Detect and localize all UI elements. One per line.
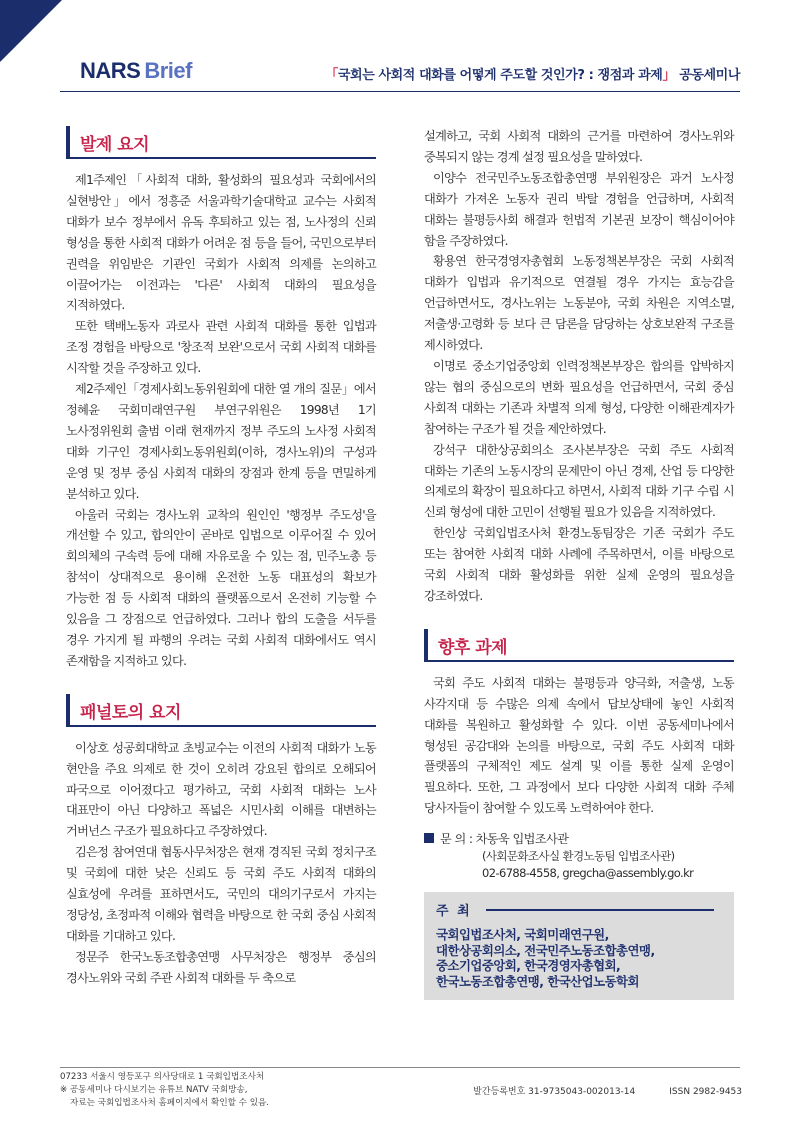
paragraph: 또한 택배노동자 과로사 관련 사회적 대화를 통한 입법과 조정 경험을 바탕으로 '창조적 보완'으로서 국회 사회적 대화를 시작할 것을 주장하고 있다.	[66, 319, 376, 376]
title-close-bracket: 」	[662, 68, 676, 83]
heading-rule	[424, 660, 734, 662]
page-header	[60, 58, 740, 90]
header-divider	[60, 91, 740, 92]
seminar-title	[325, 64, 740, 83]
host-label: 주 최	[436, 904, 472, 920]
footer-note: 자료는 국회입법조사처 홈페이지에서 확인할 수 있음.	[70, 1098, 270, 1108]
issn: ISSN 2982-9453	[669, 1087, 742, 1097]
host-rule	[486, 909, 714, 911]
title-suffix: 공동세미나	[675, 68, 740, 83]
logo-brief: Brief	[144, 58, 192, 83]
left-column	[66, 126, 376, 989]
contact-block	[424, 831, 734, 882]
paragraph: 설계하고, 국회 사회적 대화의 근거를 마련하여 경사노위와 중복되지 않는 경계 설정 필요성을 말하였다.	[424, 129, 734, 164]
square-bullet-icon	[424, 833, 434, 843]
contact-name: 차동욱 입법조사관	[475, 832, 569, 847]
title-open-bracket: 「	[325, 68, 338, 83]
paragraph: 강석구 대한상공회의소 조사본부장은 국회 주도 사회적 대화는 기존의 노동시장의 문제만이 아닌 경제, 산업 등 다양한 의제로의 확장이 필요하다고 하면서, 사회적 대화 기구 수립 시 신뢰 형성에 대한 고민이 선행될 필요가 있음을 지적하였다.	[424, 442, 734, 520]
paragraph: 아울러 국회는 경사노위 교착의 원인인 '행정부 주도성'을 개선할 수 있고, 합의안이 곧바로 입법으로 이루어질 수 있어 회의체의 구속력 등에 대해 자유로울 수 있는 점, 민주노총 등 참석이 상대적으로 용이해 온전한 노동 대표성의 확보가 가능한 점 등 사회적 대화의 플랫폼으로서 온전히 기능할 수 있음을 그 장점으로 언급하였다. 그러나 합의 도출을 서두를 경우 가지게 될 파행의 우려는 국회 사회적 대화에서도 역시 존재함을 지적하고 있다.	[66, 507, 376, 668]
section-heading-presentation	[66, 126, 376, 164]
corner-decoration	[0, 0, 62, 62]
heading-bar	[66, 694, 70, 725]
registration-number: 발간등록번호 31-9735043-002013-14	[473, 1087, 636, 1097]
section-title: 향후 과제	[438, 637, 508, 658]
paragraph: 이상호 성공회대학교 초빙교수는 이전의 사회적 대화가 노동 현안을 주요 의제로 한 것이 오히려 강요된 합의로 오해되어 파국으로 이어졌다고 평가하고, 국회 사회적 대화는 노사 대표만이 아닌 다양하고 폭넓은 시민사회 이해를 대변하는 거버넌스 구조가 필요하다고 주장하였다.	[66, 740, 376, 839]
paragraph: 제2주제인「경제사회노동위원회에 대한 열 개의 질문」에서 정혜윤 국회미래연구원 부연구위원은 1998년 1기 노사정위원회 출범 이래 현재까지 정부 주도의 노사정 사회적 대화 기구인 경제사회노동위원회(이하, 경사노위)의 구성과 운영 및 정부 중심 사회적 대화의 장점과 한계 등을 면밀하게 분석하고 있다.	[66, 382, 376, 501]
paragraph: 제1주제인「사회적 대화, 활성화의 필요성과 국회에서의 실현방안」에서 정흥준 서울과학기술대학교 교수는 사회적 대화가 보수 정부에서 유독 후퇴하고 있는 점, 노사정의 신뢰 형성을 통한 사회적 대화가 어려운 점 등을 들어, 국민으로부터 권력을 위임받은 기관인 국회가 사회적 의제를 논의하고 이끌어가는 이전과는 '다른' 사회적 대화의 필요성을 지적하였다.	[66, 173, 376, 313]
title-text: 국회는 사회적 대화를 어떻게 주도할 것인가? : 쟁점과 과제	[337, 68, 663, 83]
paragraph: 국회 주도 사회적 대화는 불평등과 양극화, 저출생, 노동 사각지대 등 수많은 의제 속에서 답보상태에 놓인 사회적 대화를 복원하고 활성화할 수 있다. 이번 공동세미나에서 형성된 공감대와 논의를 바탕으로, 국회 주도 사회적 대화 플랫폼의 구체적인 제도 설계 및 이를 통한 실제 운영이 필요하다. 또한, 그 과정에서 보다 다양한 사회적 대화 주체 당사자들이 참여할 수 있도록 노력하여야 한다.	[424, 675, 734, 816]
right-column	[424, 126, 734, 1000]
paragraph: 이명로 중소기업중앙회 인력정책본부장은 합의를 압박하지 않는 협의 중심으로의 변화 필요성을 언급하면서, 국회 중심 사회적 대화는 기존과 차별적 의제 형성, 다양한 이해관계자가 참여하는 구조가 될 것을 제안하였다.	[424, 358, 734, 436]
host-line: 한국노동조합총연맹, 한국산업노동학회	[436, 973, 639, 989]
host-heading	[436, 900, 722, 919]
section-title: 패널토의 요지	[80, 702, 181, 723]
paragraph: 정문주 한국노동조합총연맹 사무처장은 행정부 중심의 경사노위와 국회 주관 사회적 대화를 두 축으로	[66, 949, 376, 985]
footer-note: ※ 공동세미나 다시보기는 유튜브 NATV 국회방송,	[60, 1085, 248, 1095]
logo-nars: NARS	[80, 58, 141, 83]
paragraph: 한인상 국회입법조사처 환경노동팀장은 기존 국회가 주도 또는 참여한 사회적 대화 사례에 주목하면서, 이를 바탕으로 국회 사회적 대화 활성화를 위한 실제 운영의 필요성을 강조하였다.	[424, 526, 734, 603]
heading-rule	[66, 157, 376, 159]
section-heading-panel	[66, 694, 376, 732]
contact-info: 02-6788-4558, gregcha@assembly.go.kr	[482, 866, 694, 881]
host-line: 국회입법조사처, 국회미래연구원,	[436, 927, 609, 943]
footer-right	[439, 1084, 742, 1097]
heading-rule	[66, 725, 376, 727]
footer-left	[60, 1071, 269, 1110]
host-line: 대한상공회의소, 전국민주노동조합총연맹,	[436, 942, 655, 958]
paragraph: 김은정 참여연대 협동사무처장은 현재 경직된 국회 정치구조 및 국회에 대한 낮은 신뢰도 등 국회 주도 사회적 대화의 실효성에 우려를 표하면서도, 국민의 대의기구로서 가지는 정당성, 초정파적 이해와 협력을 바탕으로 한 국회 중심 사회적 대화를 기대하고 있다.	[66, 845, 376, 943]
nars-brief-logo	[80, 58, 192, 84]
footer-divider	[60, 1067, 740, 1068]
host-box	[424, 892, 734, 999]
section-title: 발제 요지	[80, 135, 150, 155]
footer-address: 07233 서울시 영등포구 의사당대로 1 국회입법조사처	[60, 1072, 265, 1082]
host-organizations	[436, 927, 722, 989]
heading-bar	[66, 126, 70, 157]
contact-dept: (사회문화조사실 환경노동팀 입법조사관)	[482, 849, 675, 864]
section-heading-future-tasks	[424, 629, 734, 667]
heading-bar	[424, 629, 428, 660]
paragraph: 황용연 한국경영자총협회 노동정책본부장은 국회 사회적 대화가 입법과 유기적으로 연결될 경우 가지는 효능감을 언급하면서도, 경사노위는 노동분야, 국회 차원은 지역소멸, 저출생·고령화 등 보다 큰 담론을 담당하는 상호보완적 구조를 제시하였다.	[424, 254, 734, 353]
contact-line	[424, 831, 734, 848]
paragraph: 이양수 전국민주노동조합총연맹 부위원장은 과거 노사정 대화가 가져온 노동자 권리 박탈 경험을 언급하며, 사회적 대화는 불평등사회 해결과 헌법적 기본권 보장이 핵심이어야 함을 주장하였다.	[424, 170, 734, 248]
host-line: 중소기업중앙회, 한국경영자총협회,	[436, 958, 621, 974]
contact-label: 문 의 :	[440, 832, 473, 847]
